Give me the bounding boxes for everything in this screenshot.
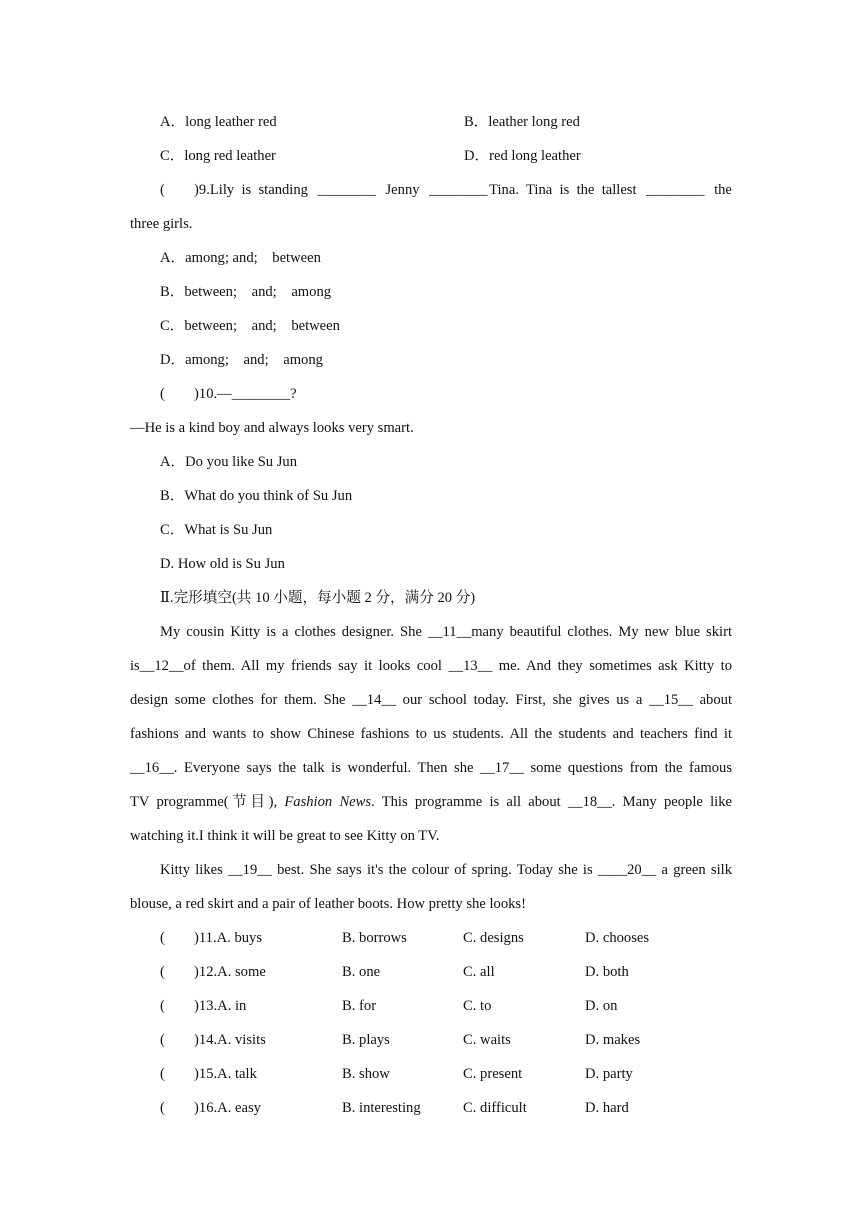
- passage-line-3: [130, 690, 732, 710]
- passage-line-8: [160, 860, 732, 880]
- cloze-q15-option-c: C. present: [463, 1066, 523, 1082]
- cloze-q11-option-c: C. designs: [463, 930, 524, 946]
- cloze-blank-13: __13__: [448, 658, 493, 674]
- q8-option-d: D．red long leather: [464, 148, 581, 164]
- passage-line-1: [160, 622, 732, 642]
- q10-option-a: A．Do you like Su Jun: [160, 454, 298, 470]
- passage-text: me. And they sometimes ask Kitty to: [492, 658, 733, 674]
- q9-option-c: C．between; and; between: [160, 318, 340, 334]
- q8-option-row-2: [160, 146, 732, 166]
- cloze-q15-option-b: B. show: [342, 1066, 390, 1082]
- passage-text: Kitty likes: [160, 862, 229, 878]
- passage-text: My cousin Kitty is a clothes designer. She: [160, 624, 428, 640]
- cloze-q13-option-c: C. to: [463, 998, 492, 1014]
- passage-line-2: [130, 656, 732, 676]
- cloze-blank-15: __15__: [649, 692, 693, 708]
- passage-line-6: [130, 792, 732, 812]
- q9-blank-1: ________: [317, 182, 376, 198]
- cloze-q12-option-b: B. one: [342, 964, 381, 980]
- passage-text: . Everyone says the talk is wonderful. Then she: [173, 760, 481, 776]
- q10-stem-suffix: ?: [290, 386, 297, 402]
- passage-text: best. She says it's the colour of spring. Today she is: [271, 862, 598, 878]
- cloze-blank-16: __16__: [130, 760, 174, 776]
- cloze-q12-option-d: D. both: [585, 964, 629, 980]
- q10-answer-line: —He is a kind boy and always looks very smart.: [130, 420, 414, 436]
- passage-line-7: watching it.I think it will be great to see Kitty on TV.: [130, 828, 440, 844]
- passage-text: TV programme(节目),: [130, 794, 285, 810]
- q9-stem-line-1: [160, 180, 732, 200]
- cloze-blank-18: __18__: [567, 794, 612, 810]
- passage-text: our school today. First, she gives us a: [395, 692, 650, 708]
- passage-text: is: [130, 658, 140, 674]
- q8-option-row-1: [160, 112, 732, 132]
- cloze-blank-17: __17__: [480, 760, 524, 776]
- q10-stem-prefix: ( )10.—: [160, 386, 232, 402]
- passage-line-9: blouse, a red skirt and a pair of leather boots. How pretty she looks!: [130, 896, 526, 912]
- passage-text: of them. All my friends say it looks cool: [183, 658, 449, 674]
- cloze-q12-option-c: C. all: [463, 964, 495, 980]
- cloze-q15-option-a: ( )15.A. talk: [160, 1066, 257, 1082]
- cloze-q13-option-a: ( )13.A. in: [160, 998, 247, 1014]
- passage-text: many beautiful clothes. My new blue skirt: [471, 624, 732, 640]
- q10-option-d: D. How old is Su Jun: [160, 556, 285, 572]
- q10-blank: ________: [231, 386, 291, 402]
- passage-line-5: [130, 758, 732, 778]
- cloze-q11-option-b: B. borrows: [342, 930, 407, 946]
- cloze-blank-14: __14__: [352, 692, 396, 708]
- q8-option-c: C．long red leather: [160, 148, 276, 164]
- passage-text: . Many people like: [611, 794, 732, 810]
- cloze-blank-19: __19__: [228, 862, 272, 878]
- q10-option-c: C．What is Su Jun: [160, 522, 273, 538]
- cloze-q16-option-a: ( )16.A. easy: [160, 1100, 261, 1116]
- q9-blank-3: ________: [646, 182, 705, 198]
- cloze-blank-11: __11__: [427, 624, 472, 640]
- q10-option-b: B．What do you think of Su Jun: [160, 488, 353, 504]
- q9-option-a: A．among; and; between: [160, 250, 321, 266]
- passage-text: . This programme is all about: [371, 794, 568, 810]
- cloze-q11-option-a: ( )11.A. buys: [160, 930, 263, 946]
- cloze-q15-option-d: D. party: [585, 1066, 633, 1082]
- cloze-blank-20: ____20__: [597, 862, 657, 878]
- cloze-q14-option-b: B. plays: [342, 1032, 390, 1048]
- q9-stem-part-4: the: [714, 182, 732, 198]
- q9-stem-part-3: Tina. Tina is the tallest: [489, 182, 637, 198]
- cloze-q16-option-b: B. interesting: [342, 1100, 421, 1116]
- passage-text: some questions from the famous: [523, 760, 732, 776]
- passage-text: design some clothes for them. She: [130, 692, 353, 708]
- cloze-q16-option-d: D. hard: [585, 1100, 629, 1116]
- q9-option-d: D．among; and; among: [160, 352, 323, 368]
- q9-option-b: B．between; and; among: [160, 284, 332, 300]
- programme-title: Fashion News: [284, 794, 372, 810]
- cloze-q14-option-d: D. makes: [585, 1032, 641, 1048]
- q8-option-a: A．long leather red: [160, 114, 277, 130]
- cloze-blank-12: __12__: [139, 658, 184, 674]
- q8-option-b: B．leather long red: [464, 114, 580, 130]
- q9-stem-part-1: ( )9.Lily is standing: [160, 182, 308, 198]
- cloze-q12-option-a: ( )12.A. some: [160, 964, 266, 980]
- q9-stem-part-2: Jenny: [385, 182, 420, 198]
- cloze-q14-option-c: C. waits: [463, 1032, 511, 1048]
- section-2-heading: Ⅱ.完形填空(共 10 小题，每小题 2 分，满分 20 分): [160, 590, 476, 606]
- q9-blank-2: ________: [429, 182, 488, 198]
- q9-stem-line-2: three girls.: [130, 216, 193, 232]
- cloze-q14-option-a: ( )14.A. visits: [160, 1032, 266, 1048]
- q10-stem: [160, 384, 732, 404]
- cloze-q13-option-d: D. on: [585, 998, 618, 1014]
- cloze-q16-option-c: C. difficult: [463, 1100, 527, 1116]
- passage-line-4: fashions and wants to show Chinese fashions to us students. All the students and teachers find it: [130, 726, 732, 742]
- cloze-q13-option-b: B. for: [342, 998, 377, 1014]
- cloze-q11-option-d: D. chooses: [585, 930, 650, 946]
- passage-text: about: [692, 692, 732, 708]
- passage-text: a green silk: [656, 862, 732, 878]
